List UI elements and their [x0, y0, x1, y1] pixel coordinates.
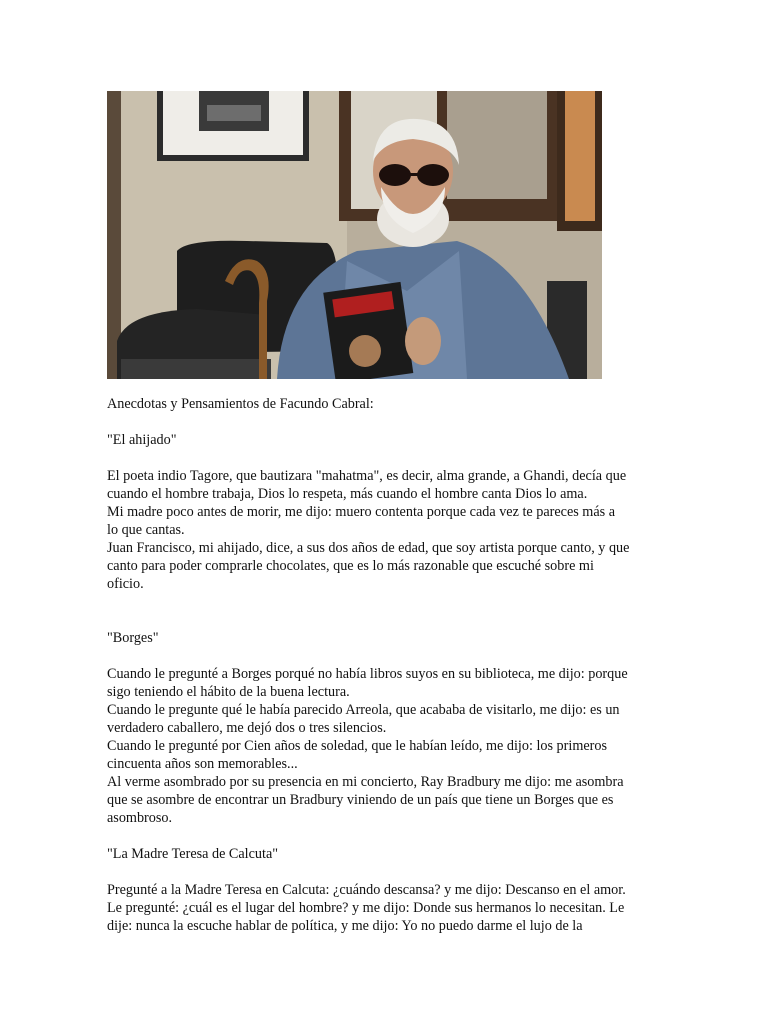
paragraph-line: Cuando le pregunté por Cien años de soledad, que le habían leído, me dijo: los primeros [107, 738, 607, 754]
paragraph-line: canto para poder comprarle chocolates, que es lo más razonable que escuché sobre mi [107, 558, 594, 574]
section-title-el-ahijado: "El ahijado" [107, 432, 177, 448]
paragraph-line: Mi madre poco antes de morir, me dijo: muero contenta porque cada vez te pareces más a [107, 504, 616, 520]
paragraph-line: Pregunté a la Madre Teresa en Calcuta: ¿cuándo descansa? y me dijo: Descanso en el amor. [107, 882, 626, 898]
section-title-borges: "Borges" [107, 630, 159, 646]
paragraph-line: Juan Francisco, mi ahijado, dice, a sus dos años de edad, que soy artista porque canto, y que [107, 540, 630, 556]
paragraph-line: cincuenta años son memorables... [107, 756, 298, 772]
paragraph-line: dije: nunca la escuche hablar de política, y me dijo: Yo no puedo darme el lujo de la [107, 918, 583, 934]
article-heading: Anecdotas y Pensamientos de Facundo Cabral: [107, 396, 374, 412]
paragraph-line: Al verme asombrado por su presencia en mi concierto, Ray Bradbury me dijo: me asombra [107, 774, 624, 790]
paragraph-line: Le pregunté: ¿cuál es el lugar del hombre? y me dijo: Donde sus hermanos lo necesitan. Le [107, 900, 625, 916]
paragraph-line: que se asombre de encontrar un Bradbury viniendo de un país que tiene un Borges que es [107, 792, 614, 808]
paragraph-line: oficio. [107, 576, 144, 592]
section-title-madre-teresa: "La Madre Teresa de Calcuta" [107, 846, 279, 862]
article-text [107, 395, 667, 935]
paragraph-line: asombroso. [107, 810, 173, 826]
paragraph-line: lo que cantas. [107, 522, 185, 538]
photo-illustration [107, 91, 602, 379]
paragraph-line: El poeta indio Tagore, que bautizara "mahatma", es decir, alma grande, a Ghandi, decía que [107, 468, 627, 484]
paragraph-line: Cuando le pregunté a Borges porqué no había libros suyos en su biblioteca, me dijo: porque [107, 666, 628, 682]
paragraph-line: verdadero caballero, me dejó dos o tres silencios. [107, 720, 387, 736]
paragraph-line: cuando el hombre trabaja, Dios lo respeta, más cuando el hombre canta Dios lo ama. [107, 486, 588, 502]
author-photo [107, 91, 602, 379]
paragraph-line: Cuando le pregunte qué le había parecido Arreola, que acababa de visitarlo, me dijo: es un [107, 702, 620, 718]
paragraph-line: sigo teniendo el hábito de la buena lectura. [107, 684, 350, 700]
